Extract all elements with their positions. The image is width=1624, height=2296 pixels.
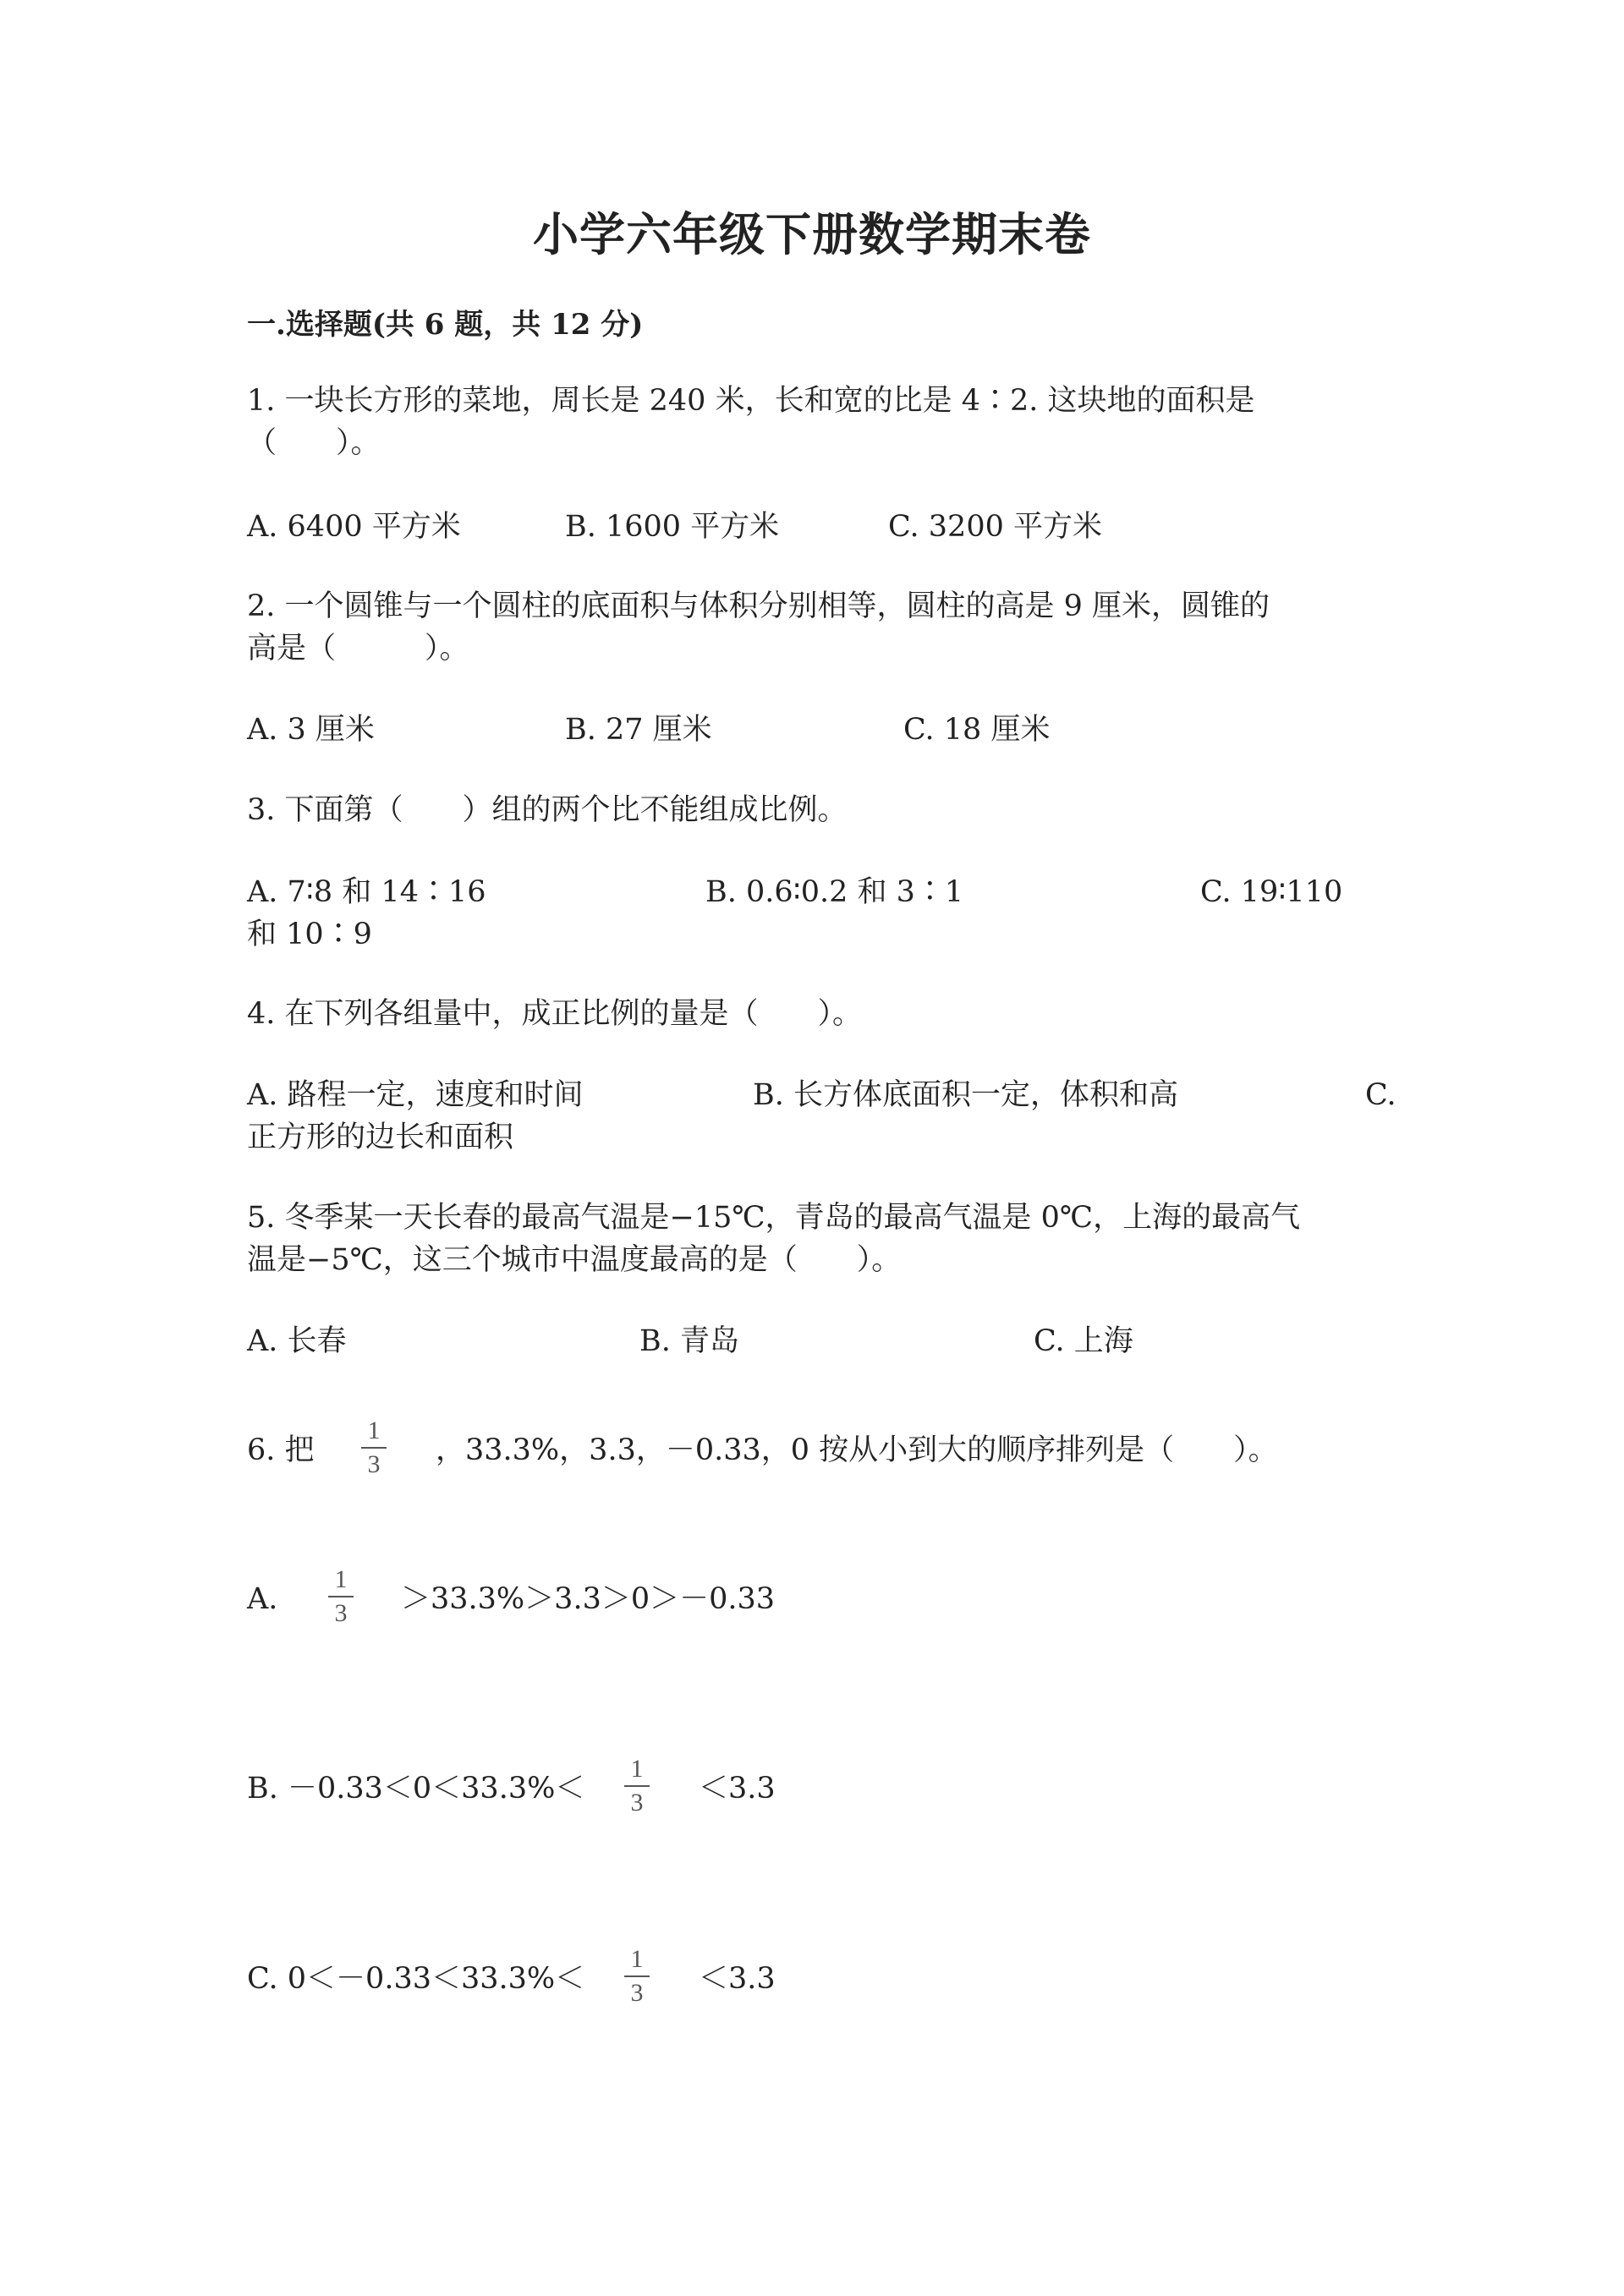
fraction-numerator: 1	[630, 1755, 644, 1783]
fraction-numerator: 1	[367, 1417, 381, 1444]
fraction-bar	[361, 1447, 387, 1449]
q3-option-b: B. 0.6∶0.2 和 3∶1	[705, 875, 964, 909]
q6-option-a-fraction	[328, 1567, 354, 1626]
q5-option-b: B. 青岛	[639, 1324, 739, 1358]
q6-text-suffix: ，33.3%，3.3，－0.33，0 按从小到大的顺序排列是（ ）。	[436, 1433, 1278, 1467]
fraction-numerator: 1	[630, 1945, 644, 1973]
q2-text-line1: 2. 一个圆锥与一个圆柱的底面积与体积分别相等，圆柱的高是 9 厘米，圆锥的	[247, 589, 1270, 623]
fraction-bar	[624, 1975, 650, 1977]
fraction-denominator: 3	[334, 1599, 348, 1627]
q5-option-a: A. 长春	[247, 1324, 347, 1358]
q1-option-a: A. 6400 平方米	[247, 510, 461, 544]
q6-option-a-label: A.	[247, 1582, 278, 1616]
q2-text-line2: 高是（ ）。	[247, 632, 469, 666]
q3-option-a: A. 7∶8 和 14∶16	[247, 875, 486, 909]
q4-text: 4. 在下列各组量中，成正比例的量是（ ）。	[247, 997, 863, 1031]
q5-option-c: C. 上海	[1034, 1324, 1133, 1358]
section-heading: 一.选择题(共 6 题，共 12 分)	[247, 308, 644, 342]
fraction-bar	[624, 1785, 650, 1787]
q4-option-c: C.	[1365, 1078, 1396, 1112]
page-title: 小学六年级下册数学期末卷	[533, 207, 1091, 261]
q6-text-prefix: 6. 把	[247, 1433, 315, 1467]
fraction-denominator: 3	[367, 1450, 381, 1478]
q2-option-a: A. 3 厘米	[247, 713, 375, 747]
q2-option-b: B. 27 厘米	[565, 713, 712, 747]
q1-option-b: B. 1600 平方米	[565, 510, 780, 544]
q6-option-c-tail: ＜3.3	[699, 1962, 776, 1996]
q3-text: 3. 下面第（ ）组的两个比不能组成比例。	[247, 793, 848, 827]
q6-option-b-head: B. －0.33＜0＜33.3%＜	[247, 1772, 585, 1806]
q3-option-c-continued: 和 10∶9	[247, 918, 372, 951]
q6-fraction	[361, 1418, 387, 1477]
q6-option-c-fraction	[624, 1947, 650, 2006]
q1-text-line1: 1. 一块长方形的菜地，周长是 240 米，长和宽的比是 4∶2. 这块地的面积是	[247, 384, 1255, 418]
q5-text-line2: 温是−5℃，这三个城市中温度最高的是（ ）。	[247, 1243, 902, 1277]
q4-option-a: A. 路程一定，速度和时间	[247, 1078, 584, 1112]
q6-option-b-tail: ＜3.3	[699, 1772, 776, 1806]
q1-option-c: C. 3200 平方米	[888, 510, 1102, 544]
fraction-denominator: 3	[630, 1789, 644, 1817]
q4-option-c-continued: 正方形的边长和面积	[247, 1121, 514, 1154]
q2-option-c: C. 18 厘米	[903, 713, 1051, 747]
q3-option-c: C. 19∶110	[1200, 875, 1343, 909]
q6-option-b-fraction	[624, 1756, 650, 1816]
q4-option-b: B. 长方体底面积一定，体积和高	[753, 1078, 1178, 1112]
fraction-numerator: 1	[334, 1565, 348, 1593]
fraction-bar	[328, 1596, 354, 1597]
q6-option-a-rest: ＞33.3%＞3.3＞0＞－0.33	[401, 1582, 776, 1616]
q6-option-c-head: C. 0＜－0.33＜33.3%＜	[247, 1962, 585, 1996]
fraction-denominator: 3	[630, 1979, 644, 2007]
q1-text-line2: （ ）。	[247, 426, 381, 460]
q5-text-line1: 5. 冬季某一天长春的最高气温是−15℃，青岛的最高气温是 0℃，上海的最高气	[247, 1201, 1301, 1235]
